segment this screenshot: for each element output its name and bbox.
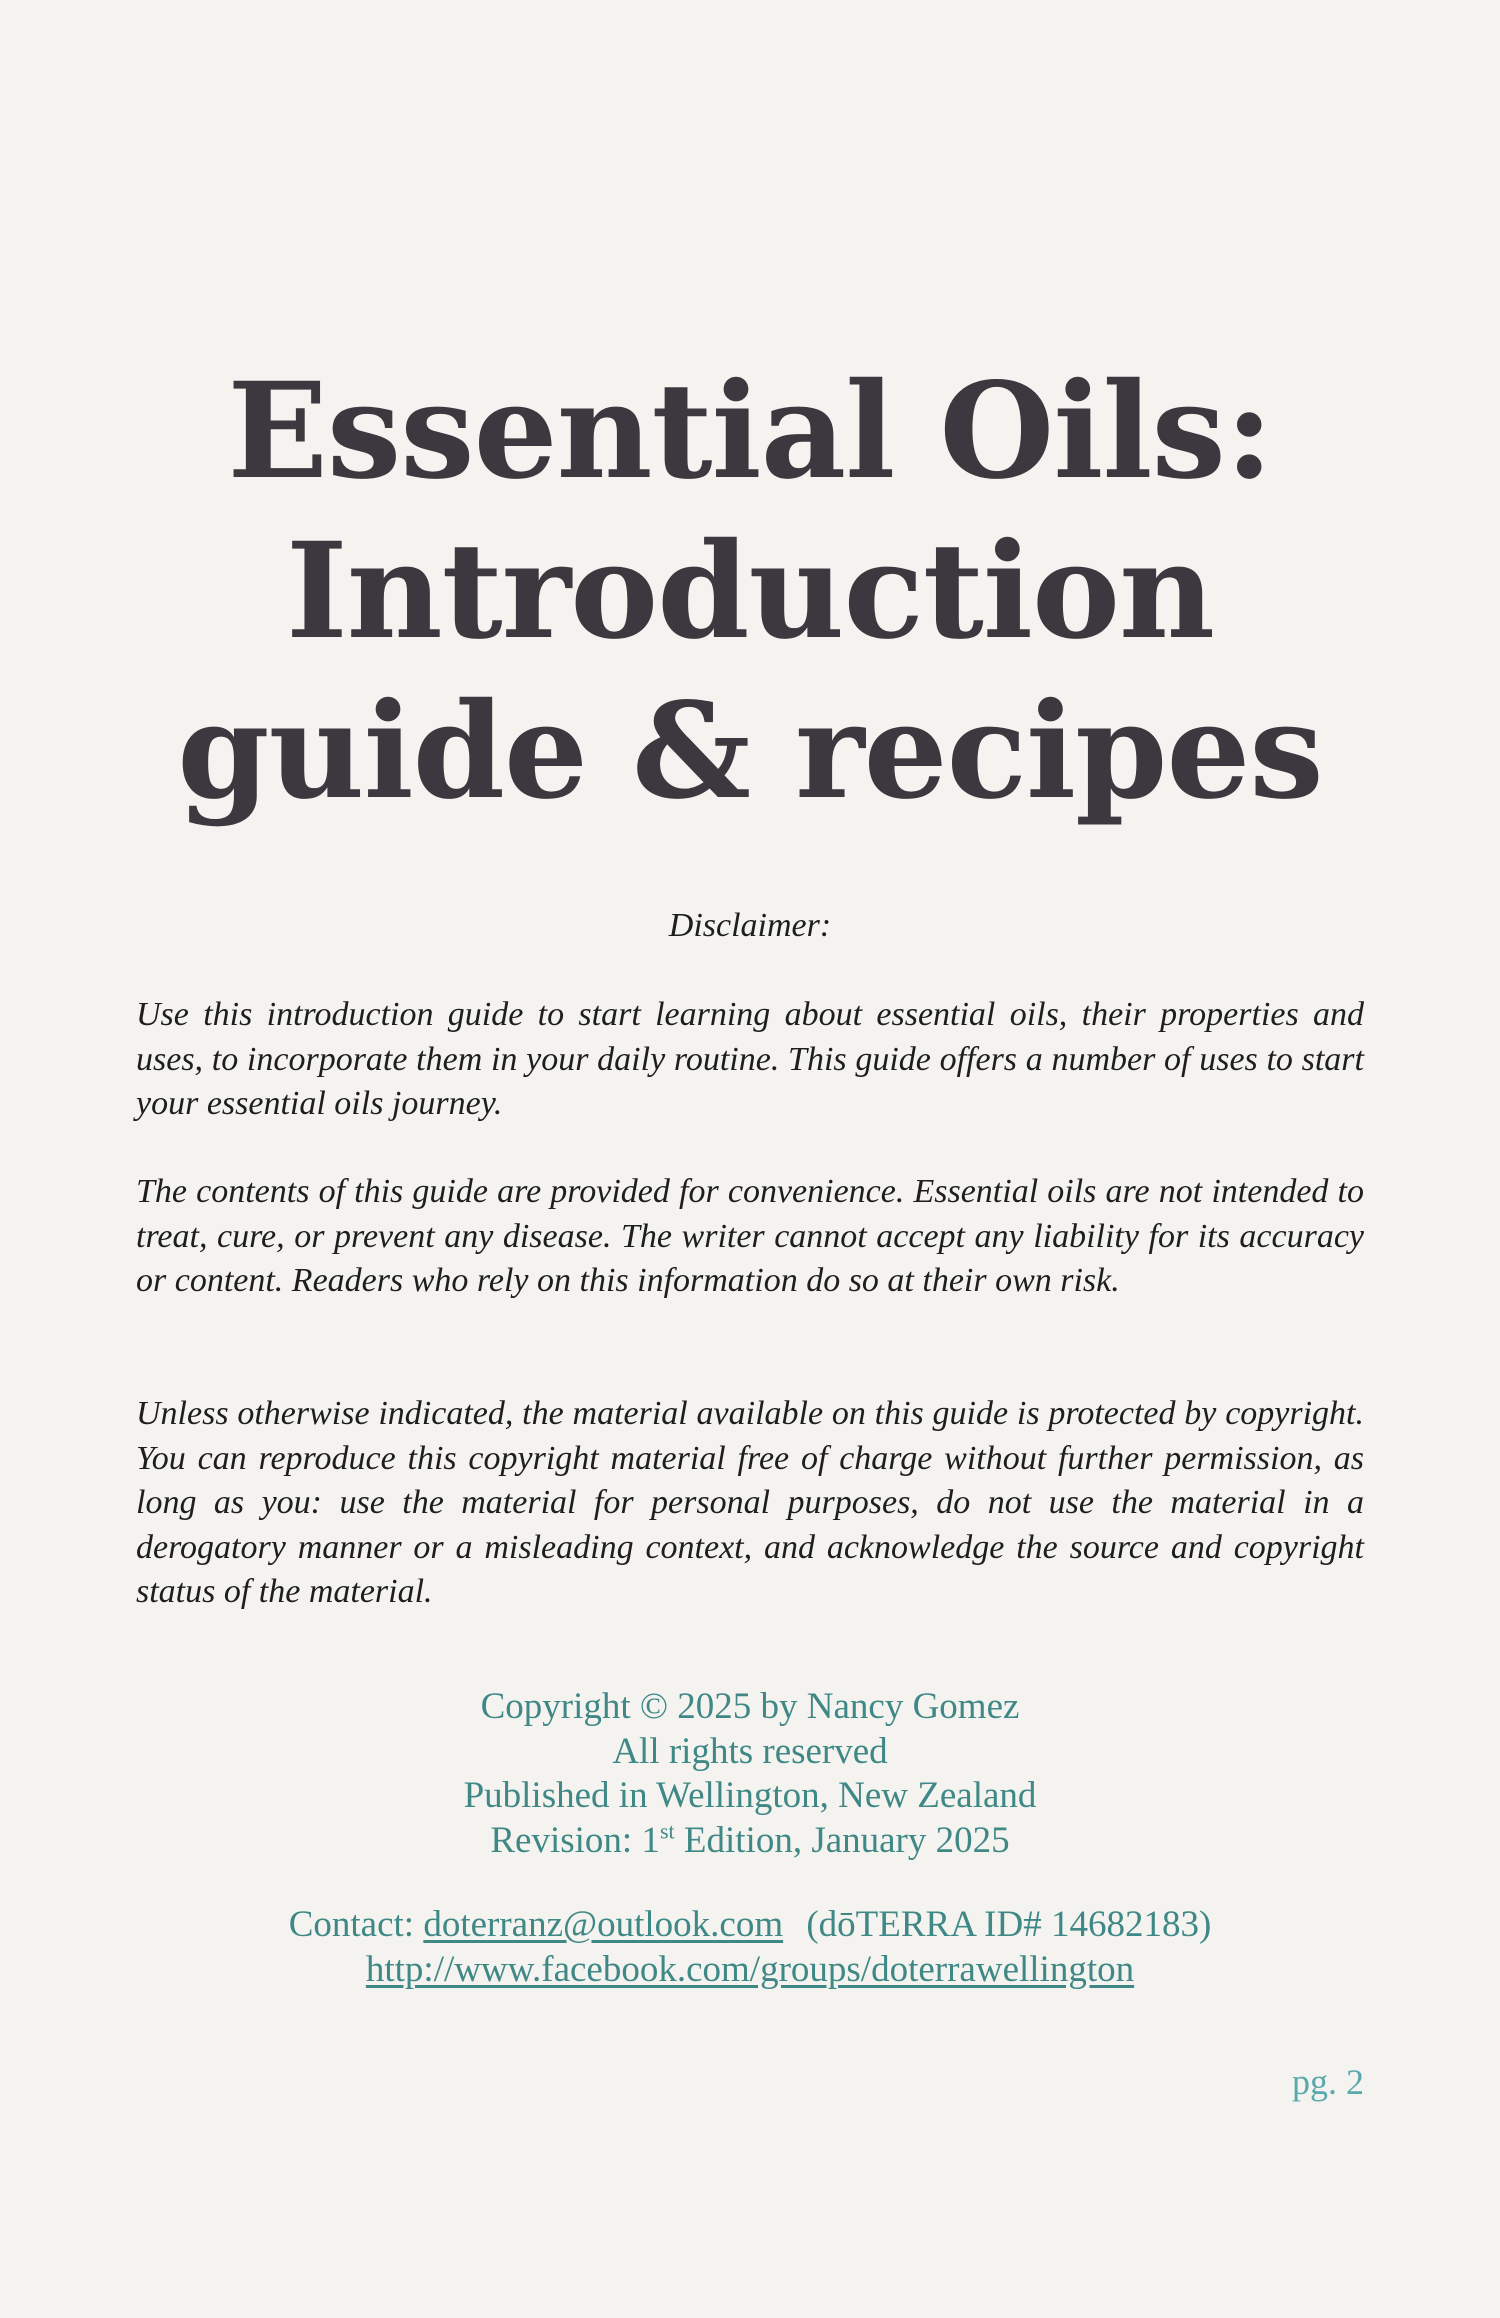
facebook-link[interactable]: http://www.facebook.com/groups/doterrawellington xyxy=(365,1948,1135,1990)
copyright-block xyxy=(0,1685,1500,1863)
disclaimer-paragraph-2: The contents of this guide are provided for convenience. Essential oils are not intended to treat, cure, or prevent any disease. The writer cannot accept any liability for its accuracy or content. Readers who rely on this information do so at their own risk. xyxy=(136,1173,1364,1300)
disclaimer-paragraph-1: Use this introduction guide to start learning about essential oils, their properties and uses, to incorporate them in your daily routine. This guide offers a number of uses to start your essential oils journey. xyxy=(136,996,1364,1123)
facebook-line xyxy=(0,1948,1500,1993)
revision-suffix: Edition, January 2025 xyxy=(674,1819,1010,1861)
contact-block xyxy=(0,1903,1500,1992)
contact-line xyxy=(0,1903,1500,1948)
rights-line: All rights reserved xyxy=(612,1730,888,1772)
document-title xyxy=(0,352,1500,832)
revision-prefix: Revision: 1 xyxy=(490,1819,660,1861)
copyright-line: Copyright © 2025 by Nancy Gomez xyxy=(480,1686,1020,1727)
revision-line xyxy=(0,1819,1500,1864)
title-line-1: Essential Oils: xyxy=(227,354,1273,509)
revision-ordinal: st xyxy=(659,1818,675,1844)
published-line: Published in Wellington, New Zealand xyxy=(463,1775,1037,1816)
disclaimer-heading: Disclaimer: xyxy=(668,907,832,944)
title-line-2: Introduction xyxy=(285,514,1215,669)
disclaimer-paragraph-3: Unless otherwise indicated, the material available on this guide is protected by copyright. You can reproduce this copyright material free of charge without further permission, as long as you: use the material for personal purposes, do not use the material in a derogatory manner or a misleading context, and acknowledge the source and copyright status of the material. xyxy=(136,1395,1364,1611)
page-number: pg. 2 xyxy=(1292,2062,1364,2102)
doterra-id: (dōTERRA ID# 14682183) xyxy=(806,1904,1212,1945)
contact-label: Contact: xyxy=(288,1904,415,1945)
email-link[interactable]: doterranz@outlook.com xyxy=(423,1904,784,1945)
title-line-3: guide & recipes xyxy=(177,674,1323,829)
